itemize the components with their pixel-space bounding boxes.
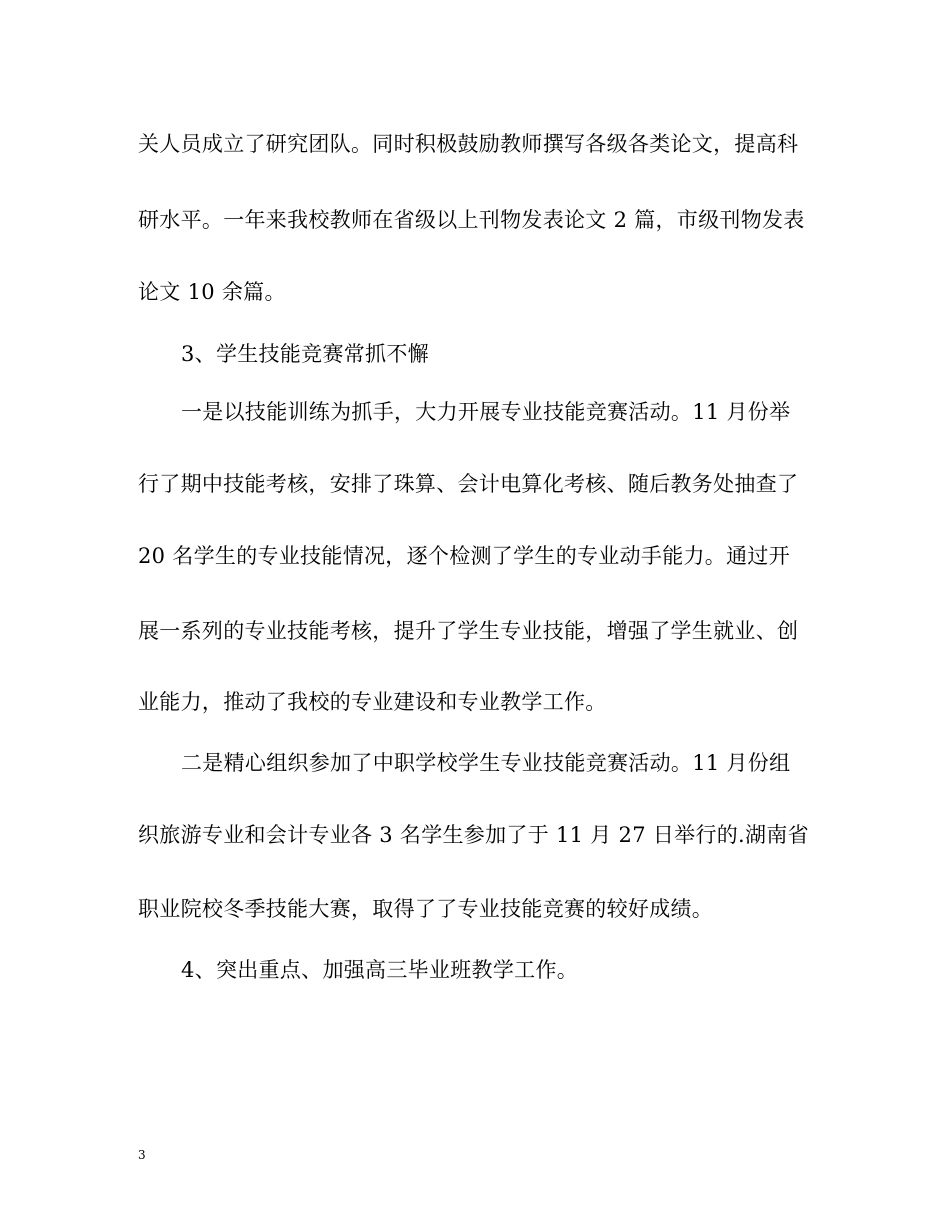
- text-line: 论文 10 余篇。: [138, 280, 286, 304]
- text-line: 研水平。一年来我校教师在省级以上刊物发表论文 2 篇，市级刊物发表: [138, 208, 805, 232]
- text-line: 一是以技能训练为抓手，大力开展专业技能竞赛活动。11 月份举: [181, 400, 791, 424]
- text-line: 20 名学生的专业技能情况，逐个检测了学生的专业动手能力。通过开: [138, 544, 790, 568]
- section-heading: 3、学生技能竞赛常抓不懈: [181, 342, 429, 366]
- text-line: 关人员成立了研究团队。同时积极鼓励教师撰写各级各类论文，提高科: [138, 132, 799, 156]
- page-number: 3: [138, 1148, 146, 1162]
- text-line: 职业院校冬季技能大赛，取得了了专业技能竞赛的较好成绩。: [138, 897, 714, 921]
- text-line: 展一系列的专业技能考核，提升了学生专业技能，增强了学生就业、创: [138, 619, 799, 643]
- section-heading: 4、突出重点、加强高三毕业班教学工作。: [181, 958, 579, 982]
- text-line: 业能力，推动了我校的专业建设和专业教学工作。: [138, 690, 607, 714]
- text-line: 行了期中技能考核，安排了珠算、会计电算化考核、随后教务处抽查了: [138, 472, 799, 496]
- text-line: 二是精心组织参加了中职学校学生专业技能竞赛活动。11 月份组: [181, 751, 791, 775]
- text-line: 织旅游专业和会计专业各 3 名学生参加了于 11 月 27 日举行的.湖南省: [138, 823, 809, 847]
